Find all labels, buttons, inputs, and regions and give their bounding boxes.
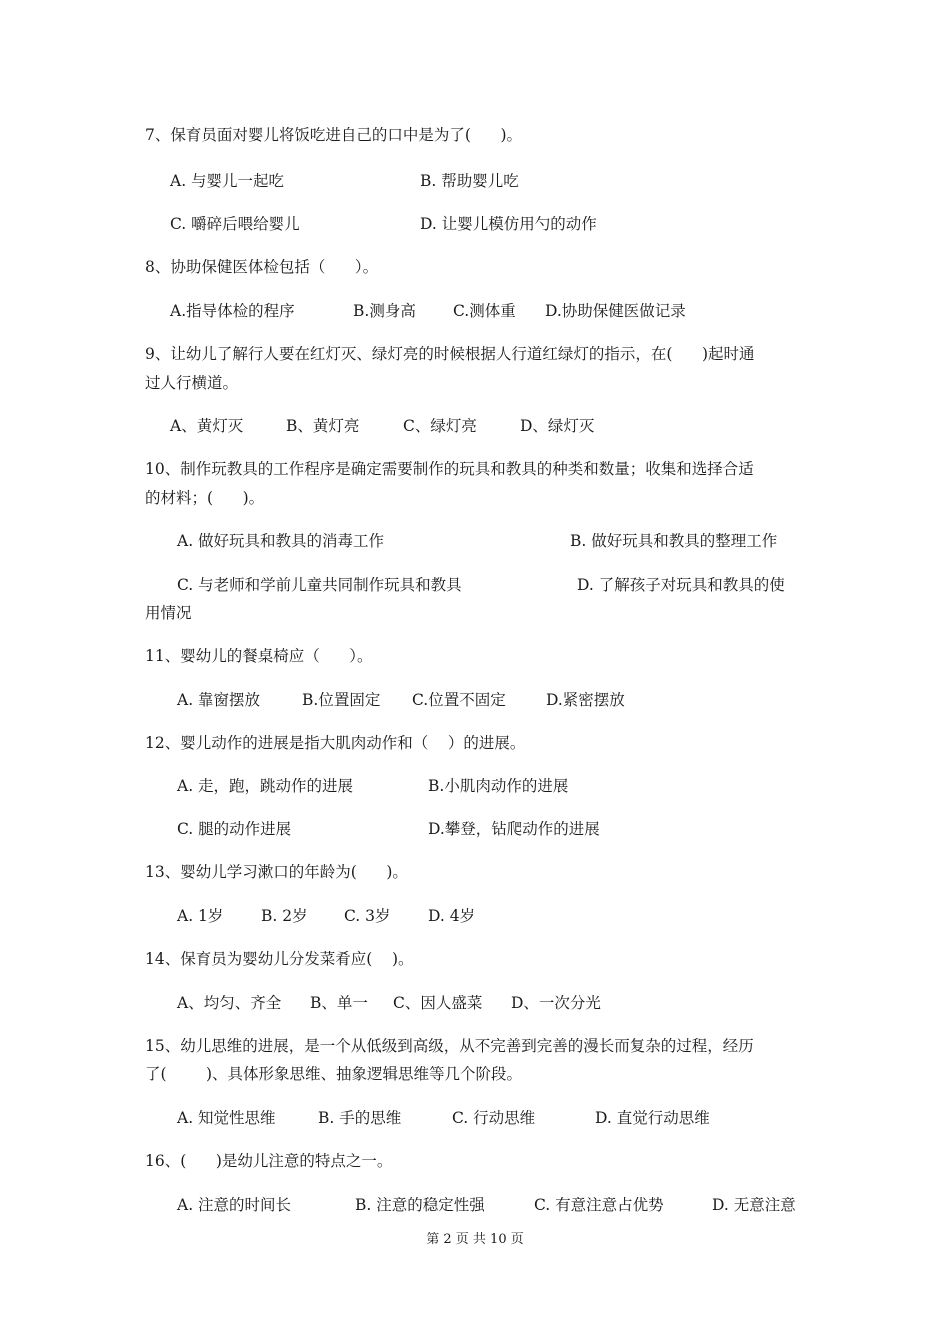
question-7-option-a: A. 与婴儿一起吃 (170, 172, 285, 190)
question-11-stem: 11、婴幼儿的餐桌椅应（ ）。 (145, 647, 373, 665)
question-16-option-c: C. 有意注意占优势 (534, 1196, 664, 1214)
question-14-stem: 14、保育员为婴幼儿分发菜肴应( )。 (145, 950, 414, 968)
question-11-option-c: C.位置不固定 (412, 691, 506, 709)
question-13-option-d: D. 4岁 (428, 907, 476, 925)
question-8-option-d: D.协助保健医做记录 (545, 302, 686, 320)
question-9-option-d: D、绿灯灭 (520, 417, 595, 435)
question-16-option-a: A. 注意的时间长 (177, 1196, 292, 1214)
question-9-option-a: A、黄灯灭 (170, 417, 244, 435)
question-13-stem: 13、婴幼儿学习漱口的年龄为( )。 (145, 863, 408, 881)
question-9-option-c: C、绿灯亮 (403, 417, 477, 435)
question-13-option-a: A. 1岁 (177, 907, 224, 925)
question-15-option-a: A. 知觉性思维 (177, 1109, 276, 1127)
question-14-option-d: D、一次分光 (511, 994, 601, 1012)
question-12-stem: 12、婴儿动作的进展是指大肌肉动作和（ ）的进展。 (145, 734, 526, 752)
question-14-option-c: C、因人盛菜 (393, 994, 483, 1012)
question-15-option-c: C. 行动思维 (452, 1109, 536, 1127)
question-10-option-c: C. 与老师和学前儿童共同制作玩具和教具 (177, 576, 462, 594)
question-7-stem: 7、保育员面对婴儿将饭吃进自己的口中是为了( )。 (145, 126, 523, 144)
question-12-option-d: D.攀登，钻爬动作的进展 (428, 820, 600, 838)
question-15-option-d: D. 直觉行动思维 (595, 1109, 710, 1127)
question-8-stem: 8、协助保健医体检包括（ ）。 (145, 258, 379, 276)
question-10-stem-line2: 的材料；( )。 (145, 489, 265, 507)
question-15-option-b: B. 手的思维 (318, 1109, 402, 1127)
question-10-stem-line1: 10、制作玩教具的工作程序是确定需要制作的玩具和教具的种类和数量；收集和选择合适 (145, 460, 754, 478)
question-10-option-d-wrap: 用情况 (145, 604, 192, 622)
question-11-option-b: B.位置固定 (302, 691, 381, 709)
question-15-stem-line1: 15、幼儿思维的进展，是一个从低级到高级，从不完善到完善的漫长而复杂的过程，经历 (145, 1037, 754, 1055)
question-16-option-d: D. 无意注意 (712, 1196, 796, 1214)
question-8-option-b: B.测身高 (353, 302, 416, 320)
question-16-option-b: B. 注意的稳定性强 (355, 1196, 485, 1214)
page-number-footer: 第 2 页 共 10 页 (426, 1232, 524, 1247)
question-16-stem: 16、( )是幼儿注意的特点之一。 (145, 1152, 393, 1170)
question-8-option-a: A.指导体检的程序 (170, 302, 295, 320)
question-7-option-c: C. 嚼碎后喂给婴儿 (170, 215, 300, 233)
question-8-option-c: C.测体重 (453, 302, 516, 320)
question-11-option-d: D.紧密摆放 (546, 691, 625, 709)
question-9-stem-line2: 过人行横道。 (145, 374, 239, 392)
question-12-option-a: A. 走，跑，跳动作的进展 (177, 777, 354, 795)
question-10-option-b: B. 做好玩具和教具的整理工作 (570, 532, 778, 550)
question-14-option-b: B、单一 (310, 994, 368, 1012)
question-9-stem-line1: 9、让幼儿了解行人要在红灯灭、绿灯亮的时候根据人行道红绿灯的指示，在( )起时通 (145, 345, 755, 363)
question-10-option-a: A. 做好玩具和教具的消毒工作 (177, 532, 385, 550)
question-9-option-b: B、黄灯亮 (286, 417, 360, 435)
question-10-option-d: D. 了解孩子对玩具和教具的使 (577, 576, 785, 594)
question-12-option-c: C. 腿的动作进展 (177, 820, 292, 838)
question-14-option-a: A、均匀、齐全 (177, 994, 282, 1012)
question-12-option-b: B.小肌肉动作的进展 (428, 777, 569, 795)
question-15-stem-line2: 了( )、具体形象思维、抽象逻辑思维等几个阶段。 (145, 1065, 523, 1083)
question-7-option-b: B. 帮助婴儿吃 (420, 172, 519, 190)
question-13-option-c: C. 3岁 (344, 907, 391, 925)
question-7-option-d: D. 让婴儿模仿用勺的动作 (420, 215, 597, 233)
question-13-option-b: B. 2岁 (261, 907, 308, 925)
question-11-option-a: A. 靠窗摆放 (177, 691, 261, 709)
